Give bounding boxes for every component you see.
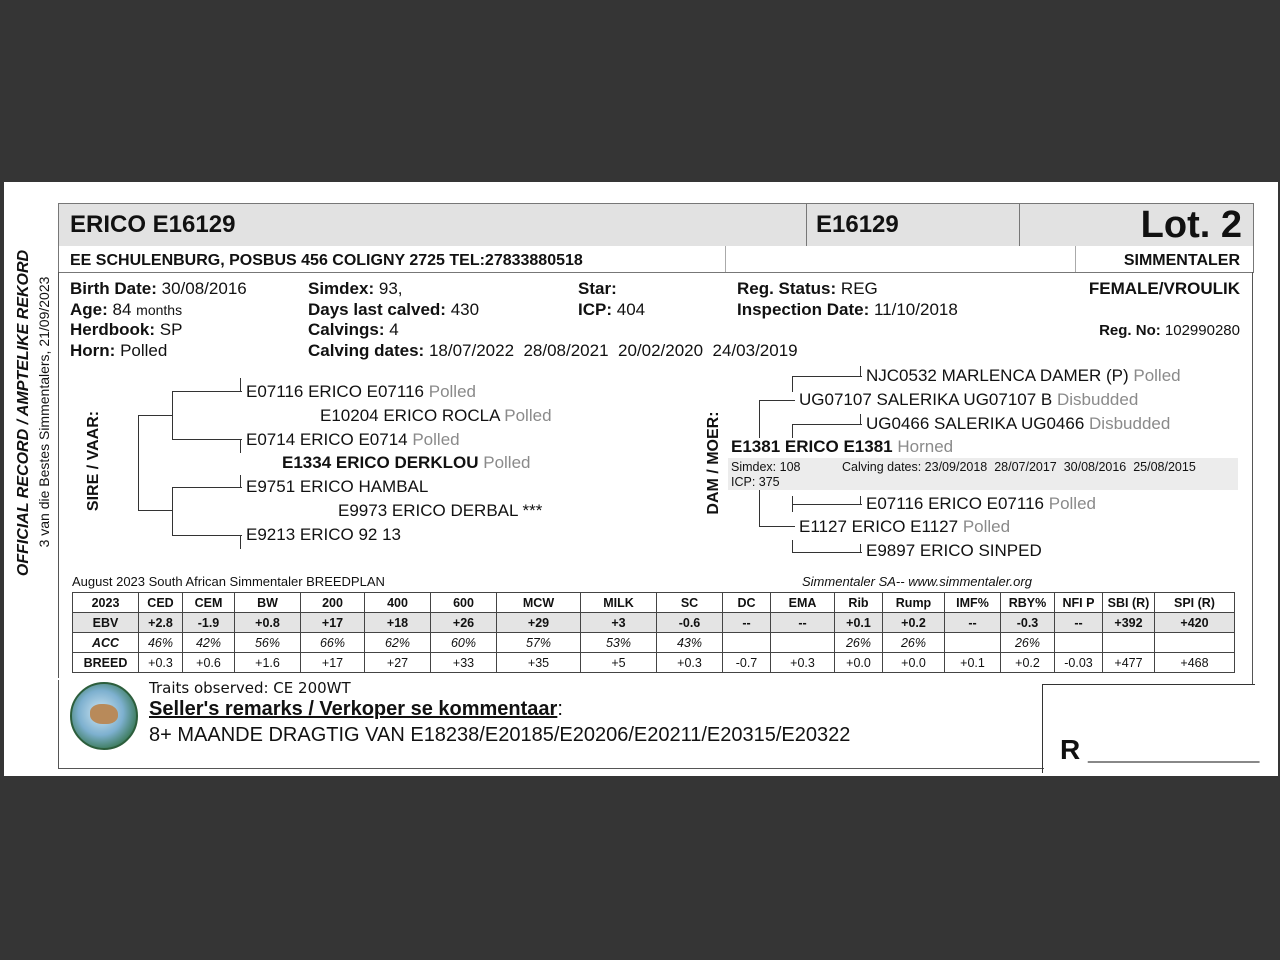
ebv-col-header: Rib: [835, 593, 883, 613]
simmentaler-logo: [70, 682, 138, 750]
calvings-label: Calvings:: [308, 320, 385, 339]
dam-dam-sire: E07116 ERICO E07116 Polled: [866, 494, 1096, 513]
ebv-cell: 26%: [883, 633, 945, 653]
ebv-cell: +392: [1103, 613, 1155, 633]
ebv-cell: 26%: [835, 633, 883, 653]
reg-status-label: Reg. Status:: [737, 279, 837, 298]
owner-info: EE SCHULENBURG, POSBUS 456 COLIGNY 2725 TEL:27833880518: [70, 252, 583, 269]
ebv-cell: 60%: [431, 633, 497, 653]
ebv-col-header: 400: [365, 593, 431, 613]
sire-label: SIRE / VAAR:: [85, 410, 102, 512]
horn-label: Horn:: [70, 341, 116, 360]
header-bar: [58, 203, 1254, 247]
ebv-cell: +420: [1155, 613, 1235, 633]
ebv-col-header: 200: [301, 593, 365, 613]
ebv-cell: [945, 633, 1001, 653]
ebv-cell: +0.3: [771, 653, 835, 673]
icp-value: 404: [616, 300, 646, 319]
ebv-col-header: CEM: [183, 593, 235, 613]
ebv-cell: +0.2: [883, 613, 945, 633]
sex-label: FEMALE/VROULIK: [1088, 279, 1240, 298]
ebv-row: [73, 613, 1235, 633]
sire: E1334 ERICO DERKLOU Polled: [282, 453, 531, 472]
dam-sire: UG07107 SALERIKA UG07107 B Disbudded: [799, 390, 1139, 409]
ebv-cell: -0.03: [1055, 653, 1103, 673]
ebv-cell: 56%: [235, 633, 301, 653]
days-calved-label: Days last calved:: [308, 300, 446, 319]
age-label: Age:: [70, 300, 108, 319]
dam-sire-dam: UG0466 SALERIKA UG0466 Disbudded: [866, 414, 1171, 433]
bid-line[interactable]: R ___________: [1060, 734, 1260, 765]
ebv-col-header: NFI P: [1055, 593, 1103, 613]
ebv-cell: +26: [431, 613, 497, 633]
birth-date: 30/08/2016: [161, 279, 247, 298]
herdbook-value: SP: [159, 320, 183, 339]
breedplan-source: Simmentaler SA-- www.simmentaler.org: [802, 574, 1032, 589]
sire-dam-sire: E9751 ERICO HAMBAL: [246, 477, 429, 496]
simdex-label: Simdex:: [308, 279, 375, 298]
ebv-cell: [723, 633, 771, 653]
ebv-col-header: BW: [235, 593, 301, 613]
simdex-value: 93,: [378, 279, 403, 298]
ebv-cell: +18: [365, 613, 431, 633]
ebv-col-header: Rump: [883, 593, 945, 613]
age-unit: months: [136, 302, 183, 318]
seller-remarks: 8+ MAANDE DRAGTIG VAN E18238/E20185/E20206/E20211/E20315/E20322: [149, 724, 851, 746]
ebv-cell: +0.0: [835, 653, 883, 673]
sire-sire: E10204 ERICO ROCLA Polled: [320, 406, 552, 425]
ebv-cell: 66%: [301, 633, 365, 653]
dam-sire-sire: NJC0532 MARLENCA DAMER (P) Polled: [866, 366, 1181, 385]
ebv-cell: +0.6: [183, 653, 235, 673]
dam: E1381 ERICO E1381 Horned: [731, 437, 954, 456]
sire-sire-dam: E0714 ERICO E0714 Polled: [246, 430, 460, 449]
ebv-cell: +17: [301, 613, 365, 633]
ebv-cell: --: [945, 613, 1001, 633]
ebv-cell: 43%: [657, 633, 723, 653]
calving-dates-label: Calving dates:: [308, 341, 425, 360]
ebv-cell: +35: [497, 653, 581, 673]
ebv-cell: [771, 633, 835, 653]
ebv-col-header: EMA: [771, 593, 835, 613]
reg-status-value: REG: [840, 279, 878, 298]
ebv-col-header: SPI (R): [1155, 593, 1235, 613]
birth-date-label: Birth Date:: [70, 279, 157, 298]
ebv-header-row: [73, 593, 1235, 613]
ebv-col-header: MILK: [581, 593, 657, 613]
side-subtitle: 3 van die Bestes Simmentalers, 21/09/2023: [36, 276, 52, 548]
ebv-cell: +0.8: [235, 613, 301, 633]
ebv-cell: --: [1055, 613, 1103, 633]
dam-dam-dam: E9897 ERICO SINPED: [866, 541, 1042, 560]
traits-observed: Traits observed: CE 200WT: [149, 679, 351, 697]
ebv-cell: +27: [365, 653, 431, 673]
ebv-col-header: SC: [657, 593, 723, 613]
ebv-cell: [1055, 633, 1103, 653]
ebv-cell: --: [771, 613, 835, 633]
ebv-cell: -0.7: [723, 653, 771, 673]
icp-label: ICP:: [578, 300, 612, 319]
ebv-row: [73, 633, 1235, 653]
horn-value: Polled: [120, 341, 168, 360]
breedplan-title: August 2023 South African Simmentaler BREEDPLAN: [72, 574, 385, 589]
sire-dam: E9973 ERICO DERBAL ***: [338, 501, 543, 520]
remarks-colon: :: [557, 698, 563, 720]
ebv-cell: 62%: [365, 633, 431, 653]
ebv-col-header: 2023: [73, 593, 139, 613]
ebv-col-header: MCW: [497, 593, 581, 613]
ebv-cell: -1.9: [183, 613, 235, 633]
ebv-cell: 46%: [139, 633, 183, 653]
ebv-cell: +0.1: [835, 613, 883, 633]
ebv-cell: ACC: [73, 633, 139, 653]
ebv-col-header: CED: [139, 593, 183, 613]
lot-card: [4, 182, 1278, 776]
dam-icp: ICP: 375: [731, 475, 780, 489]
breed-label: SIMMENTALER: [1123, 252, 1240, 269]
lot-number: Lot. 2: [1140, 204, 1242, 246]
ebv-cell: 53%: [581, 633, 657, 653]
ebv-cell: 26%: [1001, 633, 1055, 653]
ebv-cell: -0.3: [1001, 613, 1055, 633]
dam-label: DAM / MOER:: [705, 411, 722, 515]
regno-value: 102990280: [1164, 322, 1240, 339]
ebv-cell: +17: [301, 653, 365, 673]
ebv-cell: [1103, 633, 1155, 653]
animal-id: E16129: [816, 211, 899, 238]
ebv-table: [72, 592, 1235, 673]
days-calved-value: 430: [450, 300, 480, 319]
herdbook-label: Herdbook:: [70, 320, 155, 339]
ebv-col-header: RBY%: [1001, 593, 1055, 613]
ebv-cell: +0.1: [945, 653, 1001, 673]
sire-dam-dam: E9213 ERICO 92 13: [246, 525, 401, 544]
regno-label: Reg. No:: [1099, 322, 1161, 339]
age-value: 84: [112, 300, 132, 319]
ebv-col-header: 600: [431, 593, 497, 613]
ebv-cell: +29: [497, 613, 581, 633]
animal-name: ERICO E16129: [70, 211, 236, 238]
dam-calving-dates: Calving dates: 23/09/2018 28/07/2017 30/08/2016 25/08/2015: [842, 460, 1196, 474]
inspection-value: 11/10/2018: [873, 300, 958, 319]
calvings-value: 4: [389, 320, 399, 339]
ebv-row: [73, 653, 1235, 673]
ebv-cell: --: [723, 613, 771, 633]
ebv-cell: +3: [581, 613, 657, 633]
dam-simdex: Simdex: 108: [731, 460, 801, 474]
remarks-title: Seller's remarks / Verkoper se kommentaar: [149, 698, 558, 720]
ebv-cell: +1.6: [235, 653, 301, 673]
dam-dam: E1127 ERICO E1127 Polled: [799, 517, 1011, 536]
star-label: Star:: [578, 279, 617, 298]
ebv-cell: [1155, 633, 1235, 653]
ebv-cell: 57%: [497, 633, 581, 653]
ebv-cell: +33: [431, 653, 497, 673]
ebv-cell: +468: [1155, 653, 1235, 673]
ebv-cell: 42%: [183, 633, 235, 653]
ebv-cell: +5: [581, 653, 657, 673]
ebv-cell: BREED: [73, 653, 139, 673]
ebv-col-header: DC: [723, 593, 771, 613]
official-record-label: OFFICIAL RECORD / AMPTELIKE REKORD: [15, 249, 32, 577]
ebv-col-header: IMF%: [945, 593, 1001, 613]
ebv-cell: +0.3: [657, 653, 723, 673]
ebv-cell: +477: [1103, 653, 1155, 673]
sire-sire-sire: E07116 ERICO E07116 Polled: [246, 382, 476, 401]
calving-dates: 18/07/2022 28/08/2021 20/02/2020 24/03/2019: [428, 341, 798, 360]
ebv-cell: +0.2: [1001, 653, 1055, 673]
inspection-label: Inspection Date:: [737, 300, 870, 319]
ebv-cell: EBV: [73, 613, 139, 633]
ebv-cell: -0.6: [657, 613, 723, 633]
ebv-cell: +0.3: [139, 653, 183, 673]
ebv-cell: +0.0: [883, 653, 945, 673]
ebv-col-header: SBI (R): [1103, 593, 1155, 613]
ebv-cell: +2.8: [139, 613, 183, 633]
